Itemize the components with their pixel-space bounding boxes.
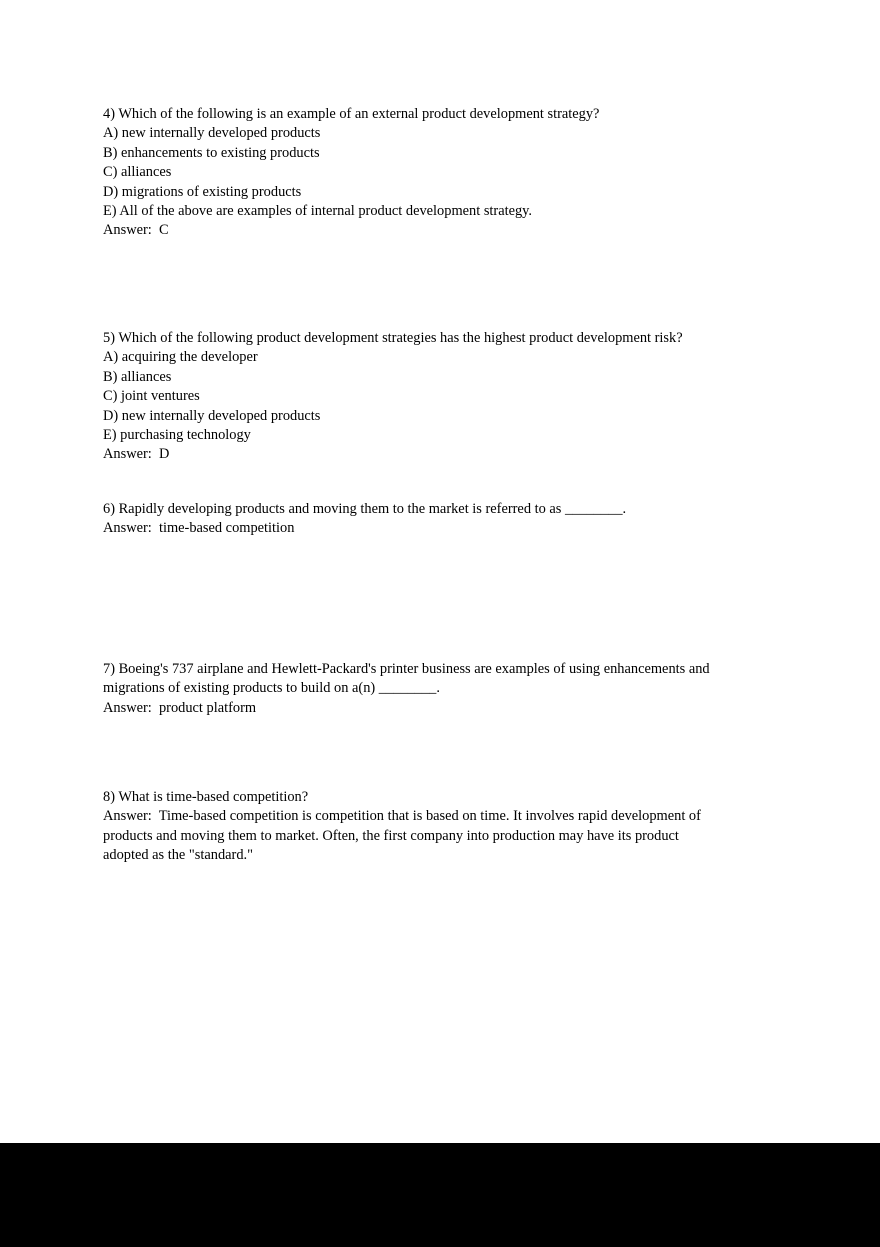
question-4 bbox=[103, 105, 763, 241]
question-5-answer: Answer: D bbox=[103, 446, 170, 463]
question-4-choice-c: C) alliances bbox=[103, 164, 172, 181]
question-7 bbox=[103, 660, 763, 718]
question-4-choice-d: D) migrations of existing products bbox=[103, 183, 302, 200]
question-8 bbox=[103, 788, 763, 866]
question-7-prompt-line-1: 7) Boeing's 737 airplane and Hewlett-Packard's printer business are examples of using enhancements and bbox=[103, 661, 710, 677]
question-4-choice-a: A) new internally developed products bbox=[103, 125, 321, 142]
question-5-choice-d: D) new internally developed products bbox=[103, 407, 321, 424]
question-8-answer-line-2: products and moving them to market. Often, the first company into production may have its product bbox=[103, 827, 679, 844]
page-bottom-bar bbox=[0, 1143, 880, 1247]
question-4-choice-e: E) All of the above are examples of internal product development strategy. bbox=[103, 203, 533, 220]
question-5 bbox=[103, 329, 763, 465]
question-5-choice-b: B) alliances bbox=[103, 368, 172, 385]
question-4-prompt: 4) Which of the following is an example of an external product development strategy? bbox=[103, 106, 600, 122]
question-5-choice-e: E) purchasing technology bbox=[103, 427, 251, 444]
question-6 bbox=[103, 500, 763, 539]
question-8-answer-line-3: adopted as the "standard." bbox=[103, 847, 254, 864]
question-4-choice-b: B) enhancements to existing products bbox=[103, 144, 320, 161]
question-6-prompt: 6) Rapidly developing products and moving them to the market is referred to as ________. bbox=[103, 501, 627, 517]
question-4-answer: Answer: C bbox=[103, 222, 169, 239]
question-6-answer: Answer: time-based competition bbox=[103, 520, 295, 537]
question-8-prompt: 8) What is time-based competition? bbox=[103, 789, 309, 805]
question-5-choice-a: A) acquiring the developer bbox=[103, 349, 258, 366]
question-5-choice-c: C) joint ventures bbox=[103, 388, 200, 405]
question-7-answer: Answer: product platform bbox=[103, 699, 257, 716]
question-8-answer-line-1: Answer: Time-based competition is competition that is based on time. It involves rapid development of bbox=[103, 808, 701, 825]
question-5-prompt: 5) Which of the following product development strategies has the highest product development risk? bbox=[103, 330, 683, 346]
question-7-prompt-line-2: migrations of existing products to build on a(n) ________. bbox=[103, 680, 440, 697]
